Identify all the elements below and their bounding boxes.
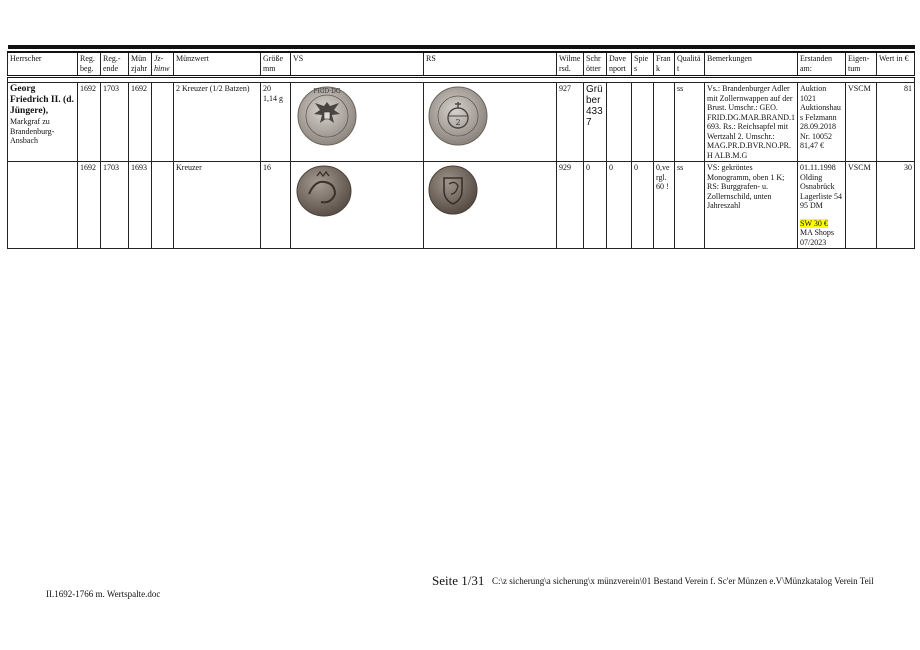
qualitaet-cell: ss [675, 162, 705, 249]
bemerkungen-cell: VS: gekröntes Monogramm, oben 1 K; RS: Burggrafen- u. Zollernschild, unten Jahreszahl [705, 162, 798, 249]
jz-hinw-cell [152, 83, 174, 162]
frank-cell [654, 83, 675, 162]
reg-ende-cell: 1703 [101, 162, 129, 249]
coin-reverse-orb-icon [427, 85, 489, 147]
header-vs: VS [291, 52, 424, 77]
header-spies: Spie s [632, 52, 654, 77]
davenport-cell [607, 83, 632, 162]
wilmersd-cell: 927 [557, 83, 584, 162]
highlighted-value: SW 30 € [800, 218, 828, 228]
header-davenport: Dave nport [607, 52, 632, 77]
header-reg-ende: Reg.- ende [101, 52, 129, 77]
reg-beg-cell: 1692 [78, 83, 101, 162]
header-eigentum: Eigen- tum [846, 52, 877, 77]
muenzwert-cell: 2 Kreuzer (1/2 Batzen) [174, 83, 261, 162]
header-bemerkungen: Bemerkungen [705, 52, 798, 77]
header-reg-beg: Reg. beg. [78, 52, 101, 77]
gewicht-value: 1,14 g [263, 93, 283, 103]
coin-reverse-shield-icon [427, 164, 479, 216]
spies-cell: 0 [632, 162, 654, 249]
coin-obverse-eagle-icon [296, 85, 358, 147]
header-muenzjahr: Mün zjahr [129, 52, 152, 77]
ruler-title: Markgraf zu Brandenburg-Ansbach [10, 117, 55, 145]
page-number: Seite 1/31 [432, 573, 485, 588]
muenzjahr-cell: 1693 [129, 162, 152, 249]
header-frank: Fran k [654, 52, 675, 77]
reg-ende-cell: 1703 [101, 83, 129, 162]
erstanden-cell [798, 83, 846, 162]
ruler-name: Georg Friedrich II. (d. Jüngere), [10, 84, 74, 116]
header-groesse: Größe mm [261, 52, 291, 77]
schroetter-cell: Grü ber 433 7 [584, 83, 607, 162]
table-row [8, 83, 915, 162]
eigentum-cell: VSCM [846, 162, 877, 249]
table-row [8, 162, 915, 249]
spies-cell [632, 83, 654, 162]
coin-catalog-table [7, 45, 914, 249]
header-wert: Wert in € [877, 52, 915, 77]
header-schroetter: Schr ötter [584, 52, 607, 77]
file-path: C:\z sicherung\a sicherung\x münzverein\01 Bestand Verein f. Sc'er Münzen e.V\Münzkatalog Verein Teil [492, 576, 874, 586]
schroetter-cell: 0 [584, 162, 607, 249]
vs-image-cell [291, 83, 424, 162]
erstanden-note: MA Shops 07/2023 [800, 228, 835, 247]
header-erstanden: Erstanden am: [798, 52, 846, 77]
rs-image-cell [424, 83, 557, 162]
erstanden-cell [798, 162, 846, 249]
rs-image-cell [424, 162, 557, 249]
muenzwert-cell: Kreuzer [174, 162, 261, 249]
davenport-cell: 0 [607, 162, 632, 249]
muenzjahr-cell: 1692 [129, 83, 152, 162]
qualitaet-cell: ss [675, 83, 705, 162]
groesse-value: 20 [263, 84, 271, 93]
erstanden-text: 01.11.1998 Olding Osnabrück Lagerliste 54 95 DM [800, 163, 842, 210]
file-name: II.1692-1766 m. Wertspalte.doc [46, 589, 161, 599]
header-wilmersd: Wilme rsd. [557, 52, 584, 77]
header-qualitaet: Qualität [675, 52, 705, 77]
groesse-value: 16 [263, 163, 271, 172]
svg-text:2: 2 [455, 118, 461, 127]
wert-cell: 81 [877, 83, 915, 162]
wilmersd-cell: 929 [557, 162, 584, 249]
bemerkungen-cell: Vs.: Brandenburger Adler mit Zollernwappen auf der Brust. Umschr.: GEO. FRID.DG.MAR.BRAND.1 693. Rs.: Reichsapfel mit Wertzahl 2. Umschr.: MAG.PR.D.BVR.NO.PR.H ALB.M.G [705, 83, 798, 162]
wert-cell: 30 [877, 162, 915, 249]
groesse-cell [261, 83, 291, 162]
header-herrscher: Herrscher [8, 52, 78, 77]
jz-hinw-cell [152, 162, 174, 249]
ruler-cell [8, 83, 78, 162]
reg-beg-cell: 1692 [78, 162, 101, 249]
svg-text:FRID·DG: FRID·DG [313, 88, 341, 95]
header-muenzwert: Münzwert [174, 52, 261, 77]
coin-obverse-monogram-icon [295, 164, 353, 218]
erstanden-text: Auktion 1021 Auktionshau s Felzmann 28.09.2018 Nr. 10052 81,47 € [800, 84, 841, 150]
header-jz-hinw: Jz- hinw [152, 52, 174, 77]
header-row [8, 52, 915, 77]
ruler-cell [8, 162, 78, 249]
header-rs: RS [424, 52, 557, 77]
eigentum-cell: VSCM [846, 83, 877, 162]
frank-cell: 0,ve rgl. 60 ! [654, 162, 675, 249]
vs-image-cell [291, 162, 424, 249]
groesse-cell [261, 162, 291, 249]
